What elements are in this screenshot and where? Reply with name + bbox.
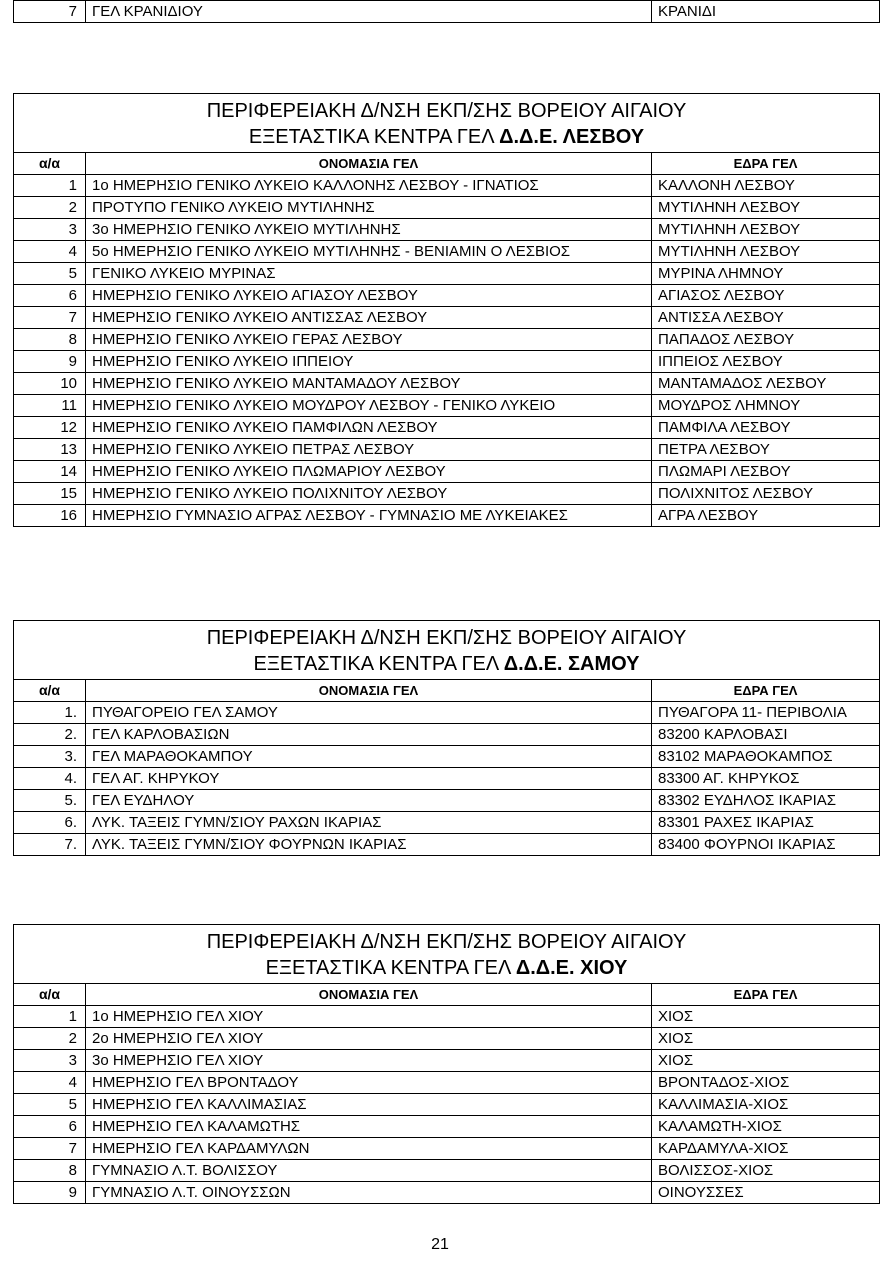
title-line-2: ΕΞΕΤΑΣΤΙΚΑ ΚΕΝΤΡΑ ΓΕΛ Δ.Δ.Ε. ΛΕΣΒΟΥ xyxy=(248,126,645,148)
row-number: 6. xyxy=(14,812,86,834)
school-name: ΓΕΛ ΜΑΡΑΘΟΚΑΜΠΟΥ xyxy=(86,746,652,768)
school-seat: ΒΟΛΙΣΣΟΣ-ΧΙΟΣ xyxy=(652,1160,880,1182)
row-number: 8 xyxy=(14,329,86,351)
row-number: 3 xyxy=(14,219,86,241)
school-seat: ΚΑΡΔΑΜΥΛΑ-ΧΙΟΣ xyxy=(652,1138,880,1160)
header-aa: α/α xyxy=(14,680,86,702)
table-row xyxy=(14,329,880,351)
header-aa: α/α xyxy=(14,984,86,1006)
school-name: ΠΡΟΤΥΠΟ ΓΕΝΙΚΟ ΛΥΚΕΙΟ ΜΥΤΙΛΗΝΗΣ xyxy=(86,197,652,219)
school-seat: ΧΙΟΣ xyxy=(652,1028,880,1050)
table-row xyxy=(14,241,880,263)
title-line-2: ΕΞΕΤΑΣΤΙΚΑ ΚΕΝΤΡΑ ΓΕΛ Δ.Δ.Ε. ΣΑΜΟΥ xyxy=(253,653,640,675)
header-seat: ΕΔΡΑ ΓΕΛ xyxy=(652,984,880,1006)
school-seat: ΠΕΤΡΑ ΛΕΣΒΟΥ xyxy=(652,439,880,461)
school-name: ΗΜΕΡΗΣΙΟ ΓΕΝΙΚΟ ΛΥΚΕΙΟ ΓΕΡΑΣ ΛΕΣΒΟΥ xyxy=(86,329,652,351)
header-row xyxy=(14,984,880,1006)
row-number: 5. xyxy=(14,790,86,812)
school-seat: ΒΡΟΝΤΑΔΟΣ-ΧΙΟΣ xyxy=(652,1072,880,1094)
school-name: 3ο ΗΜΕΡΗΣΙΟ ΓΕΛ ΧΙΟΥ xyxy=(86,1050,652,1072)
school-name: 2ο ΗΜΕΡΗΣΙΟ ΓΕΛ ΧΙΟΥ xyxy=(86,1028,652,1050)
school-seat: ΑΓΙΑΣΟΣ ΛΕΣΒΟΥ xyxy=(652,285,880,307)
school-seat: ΜΑΝΤΑΜΑΔΟΣ ΛΕΣΒΟΥ xyxy=(652,373,880,395)
header-row xyxy=(14,680,880,702)
header-name: ΟΝΟΜΑΣΙΑ ΓΕΛ xyxy=(86,680,652,702)
row-number: 8 xyxy=(14,1160,86,1182)
title-line-1: ΠΕΡΙΦΕΡΕΙΑΚΗ Δ/ΝΣΗ ΕΚΠ/ΣΗΣ ΒΟΡΕΙΟΥ ΑΙΓΑΙΟΥ xyxy=(206,100,687,122)
table-row xyxy=(14,461,880,483)
row-number: 4 xyxy=(14,1072,86,1094)
table-row xyxy=(14,1006,880,1028)
table-row xyxy=(14,439,880,461)
school-seat: 83302 ΕΥΔΗΛΟΣ ΙΚΑΡΙΑΣ xyxy=(652,790,880,812)
school-name: ΗΜΕΡΗΣΙΟ ΓΕΝΙΚΟ ΛΥΚΕΙΟ ΠΕΤΡΑΣ ΛΕΣΒΟΥ xyxy=(86,439,652,461)
table-row xyxy=(14,1116,880,1138)
school-seat: ΑΝΤΙΣΣΑ ΛΕΣΒΟΥ xyxy=(652,307,880,329)
school-name: ΓΕΝΙΚΟ ΛΥΚΕΙΟ ΜΥΡΙΝΑΣ xyxy=(86,263,652,285)
table-row xyxy=(14,175,880,197)
school-seat: 83200 ΚΑΡΛΟΒΑΣΙ xyxy=(652,724,880,746)
school-seat: ΑΓΡΑ ΛΕΣΒΟΥ xyxy=(652,505,880,527)
title-line-1: ΠΕΡΙΦΕΡΕΙΑΚΗ Δ/ΝΣΗ ΕΚΠ/ΣΗΣ ΒΟΡΕΙΟΥ ΑΙΓΑΙΟΥ xyxy=(206,931,687,953)
school-name: 1ο ΗΜΕΡΗΣΙΟ ΓΕΝΙΚΟ ΛΥΚΕΙΟ ΚΑΛΛΟΝΗΣ ΛΕΣΒΟΥ - ΙΓΝΑΤΙΟΣ xyxy=(86,175,652,197)
school-seat: ΠΑΜΦΙΛΑ ΛΕΣΒΟΥ xyxy=(652,417,880,439)
school-seat: ΠΑΠΑΔΟΣ ΛΕΣΒΟΥ xyxy=(652,329,880,351)
school-name: ΗΜΕΡΗΣΙΟ ΓΕΝΙΚΟ ΛΥΚΕΙΟ ΑΓΙΑΣΟΥ ΛΕΣΒΟΥ xyxy=(86,285,652,307)
table-row xyxy=(14,790,880,812)
school-seat: ΟΙΝΟΥΣΣΕΣ xyxy=(652,1182,880,1204)
table-row xyxy=(14,1094,880,1116)
school-seat: ΠΟΛΙΧΝΙΤΟΣ ΛΕΣΒΟΥ xyxy=(652,483,880,505)
school-name: ΗΜΕΡΗΣΙΟ ΓΕΛ ΚΑΛΛΙΜΑΣΙΑΣ xyxy=(86,1094,652,1116)
school-seat: 83301 ΡΑΧΕΣ ΙΚΑΡΙΑΣ xyxy=(652,812,880,834)
row-number: 3. xyxy=(14,746,86,768)
school-seat: ΚΑΛΑΜΩΤΗ-ΧΙΟΣ xyxy=(652,1116,880,1138)
school-name: 1ο ΗΜΕΡΗΣΙΟ ΓΕΛ ΧΙΟΥ xyxy=(86,1006,652,1028)
school-seat: ΠΥΘΑΓΟΡΑ 11- ΠΕΡΙΒΟΛΙΑ xyxy=(652,702,880,724)
table-title xyxy=(14,621,880,680)
row-number: 7 xyxy=(14,1138,86,1160)
table-row xyxy=(14,1050,880,1072)
table-row xyxy=(14,1138,880,1160)
table-title xyxy=(14,925,880,984)
table-row xyxy=(14,1028,880,1050)
header-seat: ΕΔΡΑ ΓΕΛ xyxy=(652,153,880,175)
row-number: 13 xyxy=(14,439,86,461)
row-number: 15 xyxy=(14,483,86,505)
row-number: 5 xyxy=(14,263,86,285)
school-name: ΗΜΕΡΗΣΙΟ ΓΕΝΙΚΟ ΛΥΚΕΙΟ ΜΟΥΔΡΟΥ ΛΕΣΒΟΥ - ΓΕΝΙΚΟ ΛΥΚΕΙΟ xyxy=(86,395,652,417)
school-seat: ΜΟΥΔΡΟΣ ΛΗΜΝΟΥ xyxy=(652,395,880,417)
table-row xyxy=(14,197,880,219)
row-number: 7. xyxy=(14,834,86,856)
school-seat: ΚΑΛΛΙΜΑΣΙΑ-ΧΙΟΣ xyxy=(652,1094,880,1116)
school-name: ΠΥΘΑΓΟΡΕΙΟ ΓΕΛ ΣΑΜΟΥ xyxy=(86,702,652,724)
school-seat: 83102 ΜΑΡΑΘΟΚΑΜΠΟΣ xyxy=(652,746,880,768)
row-number: 3 xyxy=(14,1050,86,1072)
school-name: ΗΜΕΡΗΣΙΟ ΓΕΝΙΚΟ ΛΥΚΕΙΟ ΑΝΤΙΣΣΑΣ ΛΕΣΒΟΥ xyxy=(86,307,652,329)
page-number: 21 xyxy=(431,1236,449,1253)
row-number: 2 xyxy=(14,1028,86,1050)
title-line-1: ΠΕΡΙΦΕΡΕΙΑΚΗ Δ/ΝΣΗ ΕΚΠ/ΣΗΣ ΒΟΡΕΙΟΥ ΑΙΓΑΙΟΥ xyxy=(206,627,687,649)
row-number: 14 xyxy=(14,461,86,483)
row-number: 7 xyxy=(14,1,86,23)
row-number: 9 xyxy=(14,351,86,373)
table-row xyxy=(14,505,880,527)
table-row xyxy=(14,351,880,373)
row-number: 16 xyxy=(14,505,86,527)
school-name: ΗΜΕΡΗΣΙΟ ΓΕΛ ΚΑΛΑΜΩΤΗΣ xyxy=(86,1116,652,1138)
school-name: 3ο ΗΜΕΡΗΣΙΟ ΓΕΝΙΚΟ ΛΥΚΕΙΟ ΜΥΤΙΛΗΝΗΣ xyxy=(86,219,652,241)
school-name: ΓΕΛ ΑΓ. ΚΗΡΥΚΟΥ xyxy=(86,768,652,790)
row-number: 4 xyxy=(14,241,86,263)
samos-table xyxy=(13,620,879,856)
row-number: 2. xyxy=(14,724,86,746)
header-name: ΟΝΟΜΑΣΙΑ ΓΕΛ xyxy=(86,153,652,175)
row-number: 4. xyxy=(14,768,86,790)
school-seat: 83300 ΑΓ. ΚΗΡΥΚΟΣ xyxy=(652,768,880,790)
row-number: 6 xyxy=(14,1116,86,1138)
school-seat: ΜΥΡΙΝΑ ΛΗΜΝΟΥ xyxy=(652,263,880,285)
lesvos-table xyxy=(13,93,879,527)
school-name: ΗΜΕΡΗΣΙΟ ΓΕΝΙΚΟ ΛΥΚΕΙΟ ΠΛΩΜΑΡΙΟΥ ΛΕΣΒΟΥ xyxy=(86,461,652,483)
school-seat: ΙΠΠΕΙΟΣ ΛΕΣΒΟΥ xyxy=(652,351,880,373)
school-name: ΓΥΜΝΑΣΙΟ Λ.Τ. ΟΙΝΟΥΣΣΩΝ xyxy=(86,1182,652,1204)
row-number: 2 xyxy=(14,197,86,219)
school-name: ΗΜΕΡΗΣΙΟ ΓΕΝΙΚΟ ΛΥΚΕΙΟ ΙΠΠΕΙΟΥ xyxy=(86,351,652,373)
school-name: ΛΥΚ. ΤΑΞΕΙΣ ΓΥΜΝ/ΣΙΟΥ ΦΟΥΡΝΩΝ ΙΚΑΡΙΑΣ xyxy=(86,834,652,856)
header-row xyxy=(14,153,880,175)
school-name: ΗΜΕΡΗΣΙΟ ΓΕΝΙΚΟ ΛΥΚΕΙΟ ΠΟΛΙΧΝΙΤΟΥ ΛΕΣΒΟΥ xyxy=(86,483,652,505)
school-seat: ΜΥΤΙΛΗΝΗ ΛΕΣΒΟΥ xyxy=(652,241,880,263)
table-row xyxy=(14,263,880,285)
school-name: 5ο ΗΜΕΡΗΣΙΟ ΓΕΝΙΚΟ ΛΥΚΕΙΟ ΜΥΤΙΛΗΝΗΣ - ΒΕΝΙΑΜΙΝ Ο ΛΕΣΒΙΟΣ xyxy=(86,241,652,263)
table-row xyxy=(14,1072,880,1094)
table-row xyxy=(14,395,880,417)
table-row xyxy=(14,373,880,395)
title-line-2: ΕΞΕΤΑΣΤΙΚΑ ΚΕΝΤΡΑ ΓΕΛ Δ.Δ.Ε. ΧΙΟΥ xyxy=(265,957,628,979)
school-name: ΓΕΛ ΚΑΡΛΟΒΑΣΙΩΝ xyxy=(86,724,652,746)
table-row xyxy=(14,834,880,856)
row-number: 6 xyxy=(14,285,86,307)
row-number: 1 xyxy=(14,1006,86,1028)
table-row xyxy=(14,285,880,307)
school-name: ΗΜΕΡΗΣΙΟ ΓΕΝΙΚΟ ΛΥΚΕΙΟ ΠΑΜΦΙΛΩΝ ΛΕΣΒΟΥ xyxy=(86,417,652,439)
school-seat: ΚΡΑΝΙΔΙ xyxy=(652,1,880,23)
table-row xyxy=(14,768,880,790)
table-row xyxy=(14,219,880,241)
school-seat: 83400 ΦΟΥΡΝΟΙ ΙΚΑΡΙΑΣ xyxy=(652,834,880,856)
school-name: ΗΜΕΡΗΣΙΟ ΓΕΛ ΒΡΟΝΤΑΔΟΥ xyxy=(86,1072,652,1094)
table-row xyxy=(14,1160,880,1182)
header-name: ΟΝΟΜΑΣΙΑ ΓΕΛ xyxy=(86,984,652,1006)
row-number: 9 xyxy=(14,1182,86,1204)
school-seat: ΜΥΤΙΛΗΝΗ ΛΕΣΒΟΥ xyxy=(652,197,880,219)
table-row xyxy=(14,417,880,439)
table-row xyxy=(14,746,880,768)
school-name: ΛΥΚ. ΤΑΞΕΙΣ ΓΥΜΝ/ΣΙΟΥ ΡΑΧΩΝ ΙΚΑΡΙΑΣ xyxy=(86,812,652,834)
row-number: 1 xyxy=(14,175,86,197)
school-name: ΗΜΕΡΗΣΙΟ ΓΕΝΙΚΟ ΛΥΚΕΙΟ ΜΑΝΤΑΜΑΔΟΥ ΛΕΣΒΟΥ xyxy=(86,373,652,395)
row-number: 1. xyxy=(14,702,86,724)
chios-table xyxy=(13,924,879,1204)
school-name: ΓΕΛ ΕΥΔΗΛΟΥ xyxy=(86,790,652,812)
table-row xyxy=(14,724,880,746)
school-seat: ΧΙΟΣ xyxy=(652,1006,880,1028)
school-name: ΗΜΕΡΗΣΙΟ ΓΕΛ ΚΑΡΔΑΜΥΛΩΝ xyxy=(86,1138,652,1160)
row-number: 7 xyxy=(14,307,86,329)
school-seat: ΜΥΤΙΛΗΝΗ ΛΕΣΒΟΥ xyxy=(652,219,880,241)
header-aa: α/α xyxy=(14,153,86,175)
table-title xyxy=(14,94,880,153)
row-number: 10 xyxy=(14,373,86,395)
school-name: ΓΥΜΝΑΣΙΟ Λ.Τ. ΒΟΛΙΣΣΟΥ xyxy=(86,1160,652,1182)
school-name: ΓΕΛ ΚΡΑΝΙΔΙΟΥ xyxy=(86,1,652,23)
table-row xyxy=(14,702,880,724)
row-number: 12 xyxy=(14,417,86,439)
school-name: ΗΜΕΡΗΣΙΟ ΓΥΜΝΑΣΙΟ ΑΓΡΑΣ ΛΕΣΒΟΥ - ΓΥΜΝΑΣΙΟ ΜΕ ΛΥΚΕΙΑΚΕΣ xyxy=(86,505,652,527)
table-row xyxy=(14,1182,880,1204)
school-seat: ΚΑΛΛΟΝΗ ΛΕΣΒΟΥ xyxy=(652,175,880,197)
previous-table-tail xyxy=(13,0,879,23)
table-row xyxy=(14,483,880,505)
table-row xyxy=(14,307,880,329)
row-number: 5 xyxy=(14,1094,86,1116)
header-seat: ΕΔΡΑ ΓΕΛ xyxy=(652,680,880,702)
table-row xyxy=(14,812,880,834)
table-row xyxy=(14,1,880,23)
school-seat: ΠΛΩΜΑΡΙ ΛΕΣΒΟΥ xyxy=(652,461,880,483)
row-number: 11 xyxy=(14,395,86,417)
school-seat: ΧΙΟΣ xyxy=(652,1050,880,1072)
